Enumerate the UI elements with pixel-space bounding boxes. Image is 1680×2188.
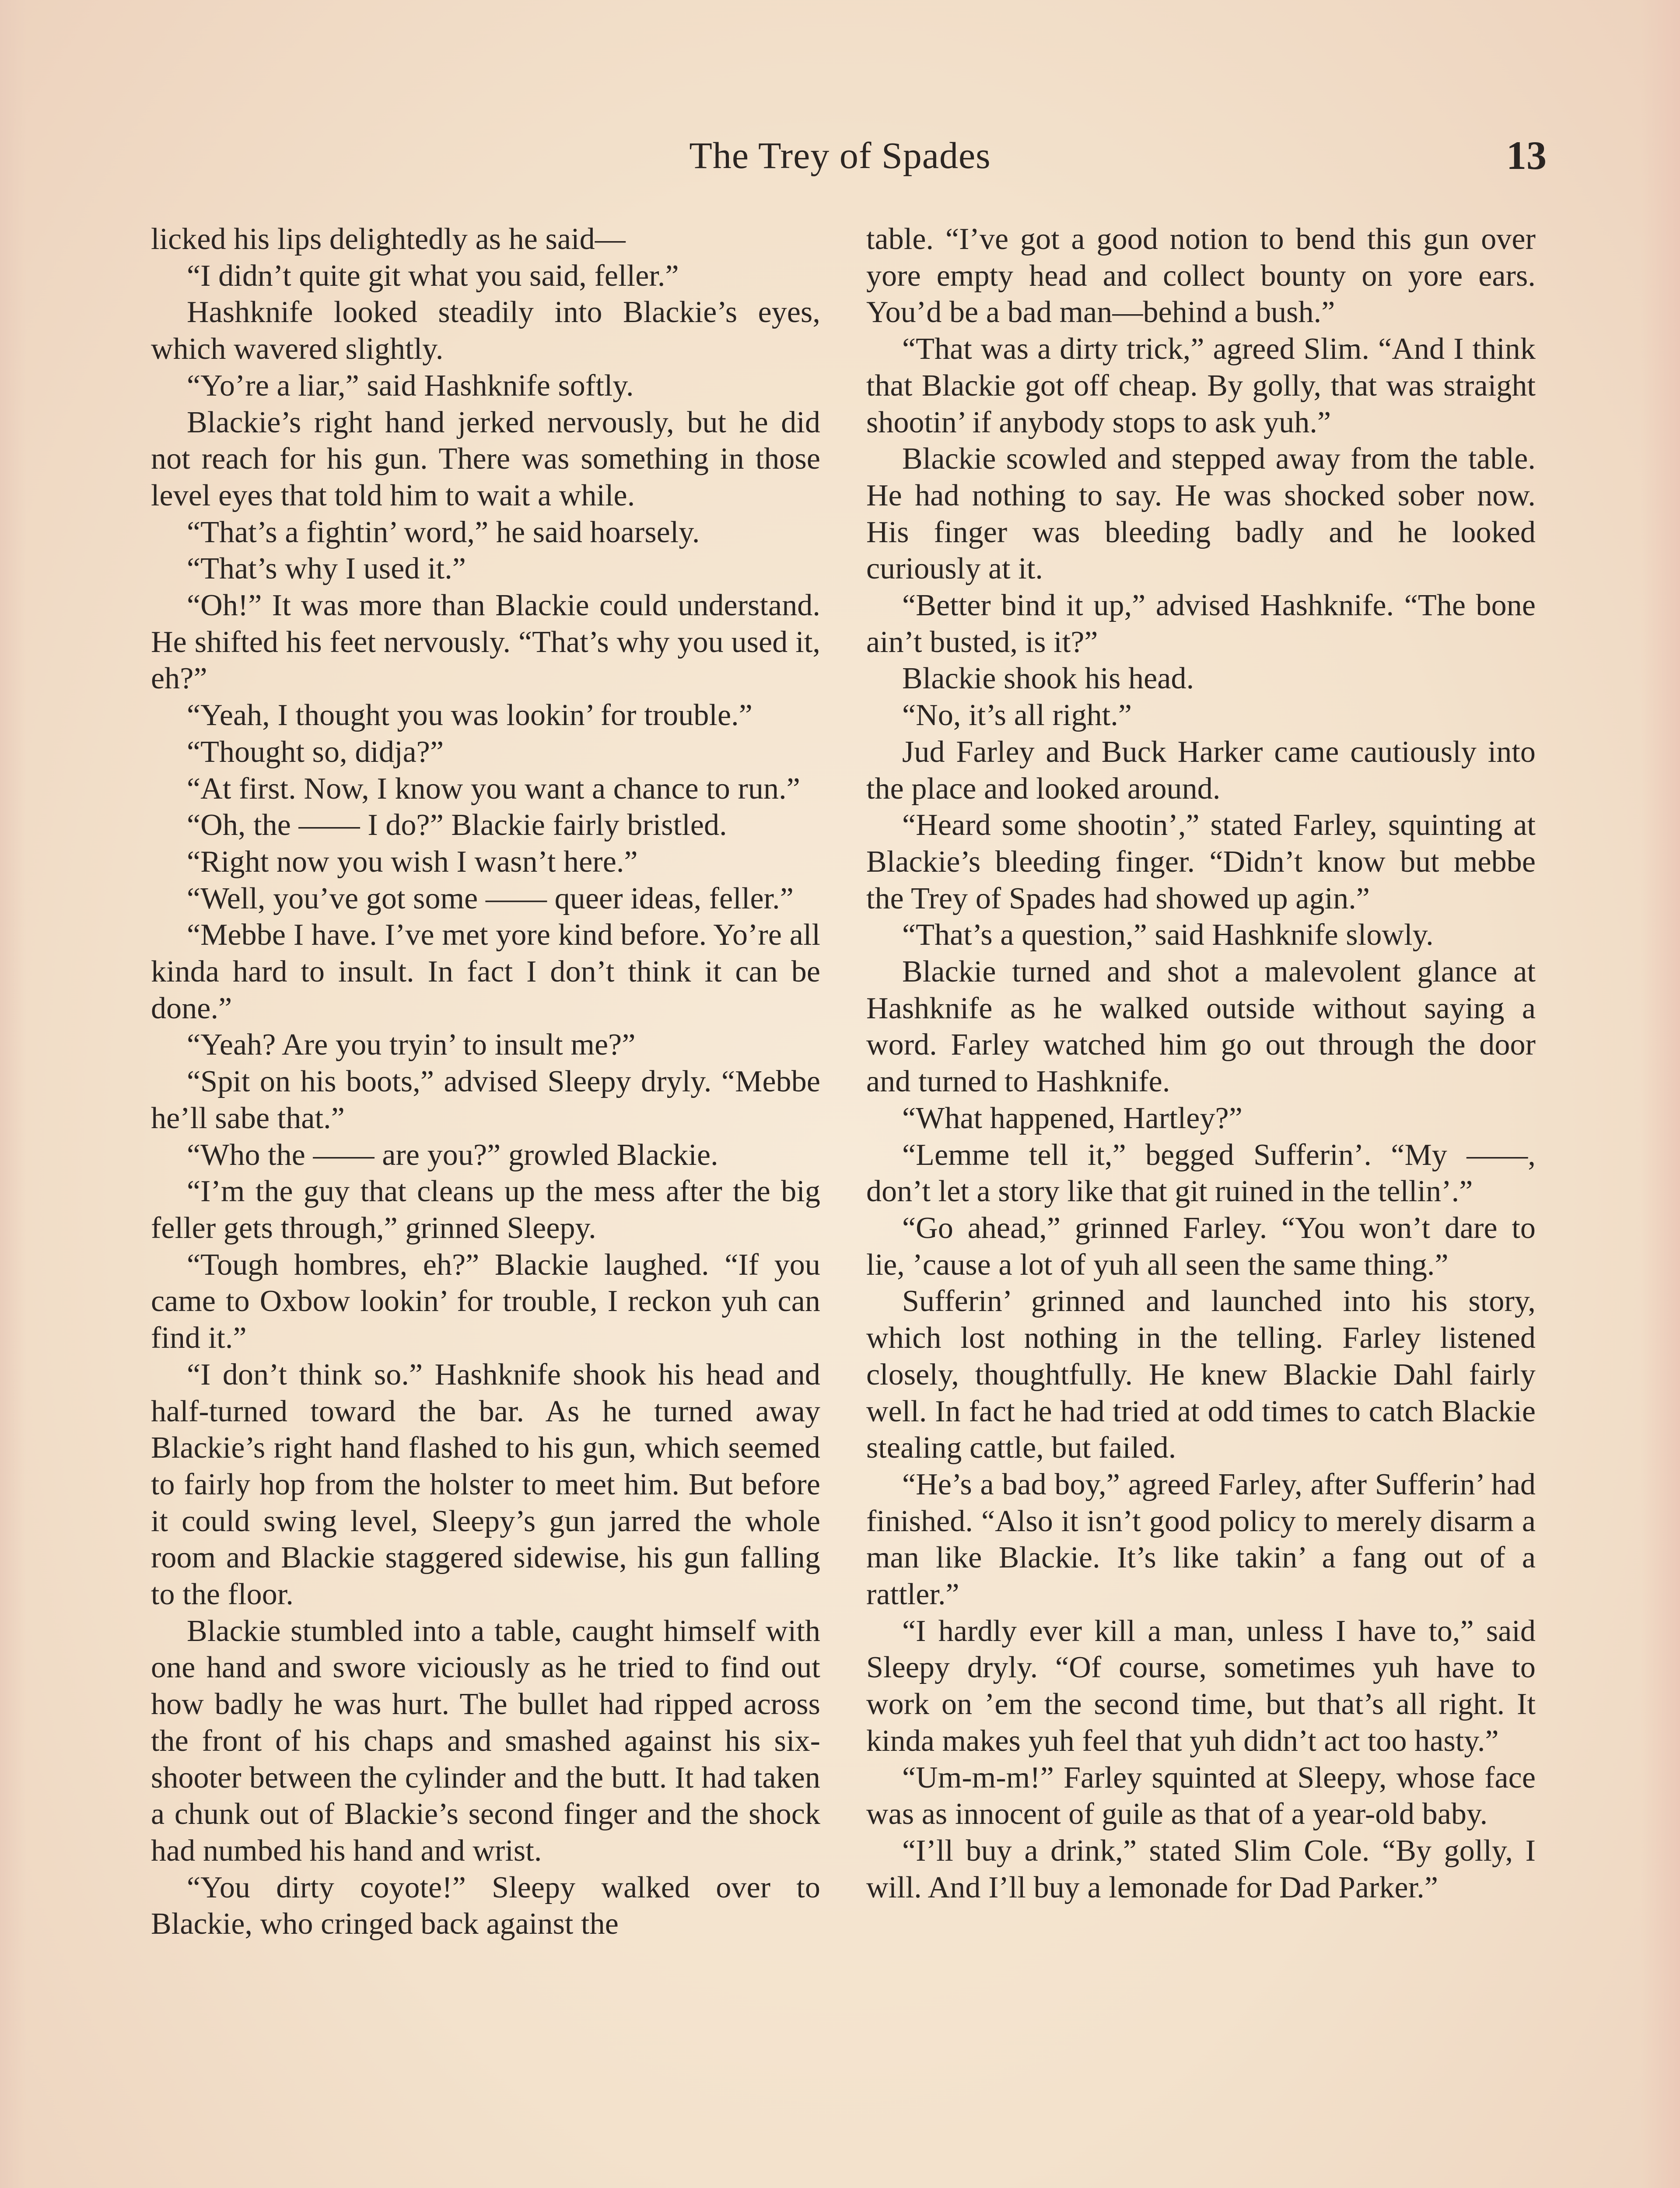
paragraph: “That’s a fightin’ word,” he said hoarsely. <box>187 515 700 549</box>
paragraph: “Yeah, I thought you was lookin’ for trouble.” <box>187 698 752 733</box>
paragraph: “Tough hombres, eh?” Blackie laughed. “If you came to Oxbow lookin’ for trouble, I reckon yuh can find it.” <box>151 1248 820 1355</box>
paragraph: “That was a dirty trick,” agreed Slim. “And I think that Blackie got off cheap. By golly, that was straight shootin’ if anybody stops to ask yuh.” <box>866 332 1536 439</box>
paragraph: “That’s a question,” said Hashknife slowly. <box>902 918 1434 952</box>
running-title: The Trey of Spades <box>689 134 991 176</box>
paragraph: “At first. Now, I know you want a chance to run.” <box>187 771 800 806</box>
paragraph: “Thought so, didja?” <box>187 735 444 769</box>
paragraph: “That’s why I used it.” <box>187 552 466 586</box>
paragraph: licked his lips delightedly as he said— <box>151 222 626 256</box>
paragraph: “Lemme tell it,” begged Sufferin’. “My ——, don’t let a story like that git ruined in the tellin’.” <box>866 1138 1536 1209</box>
running-header <box>0 127 1680 184</box>
paragraph: “Oh, the —— I do?” Blackie fairly bristled. <box>187 808 727 842</box>
paragraph: “I’ll buy a drink,” stated Slim Cole. “By golly, I will. And I’ll buy a lemonade for Dad Parker.” <box>866 1834 1536 1904</box>
paragraph: table. “I’ve got a good notion to bend this gun over yore empty head and collect bounty on yore ears. You’d be a bad man—behind a bush.” <box>866 222 1536 330</box>
paragraph: Blackie turned and shot a malevolent glance at Hashknife as he walked outside without saying a word. Farley watched him go out through the door and turned to Hashknife. <box>866 955 1536 1099</box>
paragraph: Hashknife looked steadily into Blackie’s eyes, which wavered slightly. <box>151 295 820 366</box>
page-edge-shadow-left <box>0 0 26 2188</box>
paragraph: “I hardly ever kill a man, unless I have to,” said Sleepy dryly. “Of course, sometimes yuh have to work on ’em the second time, but that’s all right. It kinda makes yuh feel that yuh didn’t act too hasty.” <box>866 1614 1536 1758</box>
paragraph: “I don’t think so.” Hashknife shook his head and half-turned toward the bar. As he turned away Blackie’s right hand flashed to his gun, which seemed to fairly hop from the holster to meet him. But before it could swing level, Sleepy’s gun jarred the whole room and Blackie staggered sidewise, his gun falling to the floor. <box>151 1357 820 1612</box>
paragraph: “Um-m-m!” Farley squinted at Sleepy, whose face was as innocent of guile as that of a year-old baby. <box>866 1760 1536 1831</box>
paragraph: Blackie shook his head. <box>902 662 1194 696</box>
paragraph: “You dirty coyote!” Sleepy walked over to Blackie, who cringed back against the <box>151 1870 820 1941</box>
paragraph: “Better bind it up,” advised Hashknife. “The bone ain’t busted, is it?” <box>866 589 1536 659</box>
paragraph: Blackie’s right hand jerked nervously, but he did not reach for his gun. There was something in those level eyes that told him to wait a while. <box>151 405 820 512</box>
paragraph: “Go ahead,” grinned Farley. “You won’t dare to lie, ’cause a lot of yuh all seen the same thing.” <box>866 1211 1536 1282</box>
paragraph: Sufferin’ grinned and launched into his story, which lost nothing in the telling. Farley listened closely, thoughtfully. He knew Blackie Dahl fairly well. In fact he had tried at odd times to catch Blackie stealing cattle, but failed. <box>866 1284 1536 1465</box>
paragraph: “Yeah? Are you tryin’ to insult me?” <box>187 1028 636 1062</box>
paragraph: “Who the —— are you?” growled Blackie. <box>187 1138 718 1172</box>
page-edge-shadow-right <box>1641 0 1680 2188</box>
paragraph: “What happened, Hartley?” <box>902 1101 1242 1135</box>
paragraph: “Mebbe I have. I’ve met yore kind before. Yo’re all kinda hard to insult. In fact I don’t think it can be done.” <box>151 918 820 1025</box>
paragraph: “I’m the guy that cleans up the mess after the big feller gets through,” grinned Sleepy. <box>151 1175 820 1245</box>
paragraph: “I didn’t quite git what you said, feller.” <box>187 259 679 293</box>
paragraph: “No, it’s all right.” <box>902 698 1132 733</box>
paragraph: “Well, you’ve got some —— queer ideas, feller.” <box>187 881 794 915</box>
paragraph: Blackie scowled and stepped away from the table. He had nothing to say. He was shocked sober now. His finger was bleeding badly and he looked curiously at it. <box>866 442 1536 586</box>
paragraph: “Heard some shootin’,” stated Farley, squinting at Blackie’s bleeding finger. “Didn’t know but mebbe the Trey of Spades had showed up agin.” <box>866 808 1536 915</box>
paragraph: Jud Farley and Buck Harker came cautiously into the place and looked around. <box>866 735 1536 806</box>
page-number: 13 <box>1506 133 1547 178</box>
paragraph: “Right now you wish I wasn’t here.” <box>187 845 638 879</box>
text-column-left <box>151 221 820 1943</box>
paragraph: “Yo’re a liar,” said Hashknife softly. <box>187 368 634 403</box>
text-column-right <box>866 221 1536 1906</box>
paragraph: “Oh!” It was more than Blackie could understand. He shifted his feet nervously. “That’s why you used it, eh?” <box>151 589 820 696</box>
paragraph: “He’s a bad boy,” agreed Farley, after Sufferin’ had finished. “Also it isn’t good policy to merely disarm a man like Blackie. It’s like takin’ a fang out of a rattler.” <box>866 1467 1536 1612</box>
paragraph: “Spit on his boots,” advised Sleepy dryly. “Mebbe he’ll sabe that.” <box>151 1065 820 1135</box>
paragraph: Blackie stumbled into a table, caught himself with one hand and swore viciously as he tried to find out how badly he was hurt. The bullet had ripped across the front of his chaps and smashed against his six-shooter between the cylinder and the butt. It had taken a chunk out of Blackie’s second finger and the shock had numbed his hand and wrist. <box>151 1614 820 1868</box>
